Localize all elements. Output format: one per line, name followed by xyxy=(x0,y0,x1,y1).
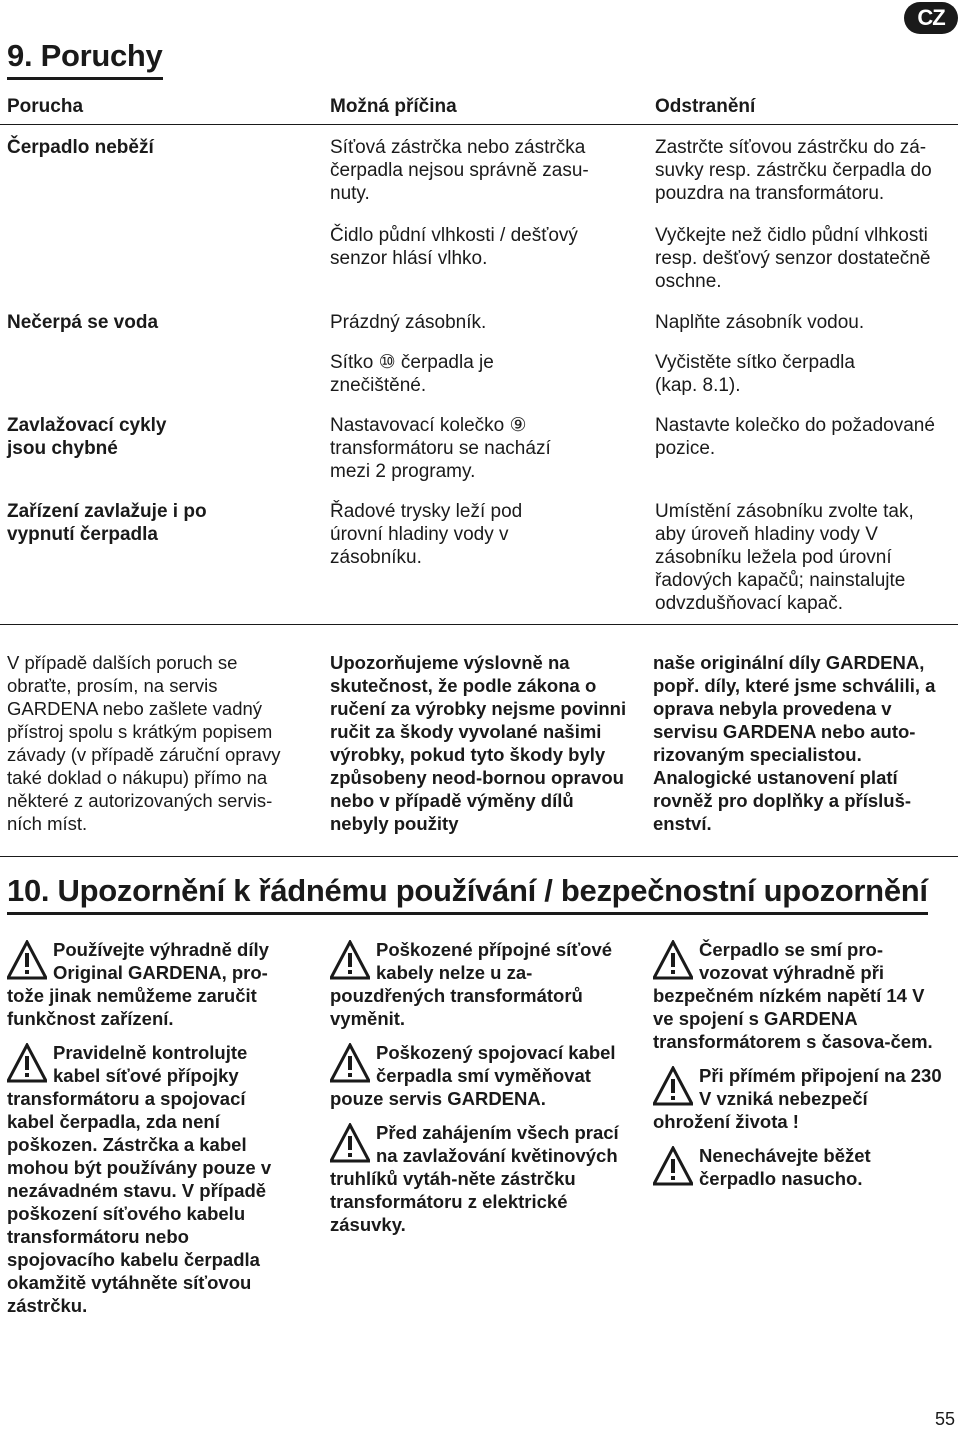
warning-item xyxy=(653,1064,943,1133)
page-number: 55 xyxy=(934,1409,955,1429)
warning-triangle-icon xyxy=(330,1123,370,1163)
warning-item xyxy=(653,938,943,1053)
section-divider-rule xyxy=(0,856,958,857)
warning-column-3 xyxy=(653,938,943,1201)
remedy-cell: Zastrčte síťovou zástrčku do zá-suvky resp. zástrčku čerpadla do pouzdra na transformátoru. xyxy=(655,137,932,204)
cause-cell: Prázdný zásobník. xyxy=(330,312,487,333)
remedy-cell: Nastavte kolečko do požadované pozice. xyxy=(655,415,935,459)
warning-triangle-icon xyxy=(653,940,693,980)
cause-cell: Síťová zástrčka nebo zástrčka čerpadla nejsou správně zasu-nuty. xyxy=(330,137,589,204)
warning-triangle-icon xyxy=(653,1146,693,1186)
col-header-fault: Porucha xyxy=(7,96,84,117)
fault-cell: Čerpadlo neběží xyxy=(7,137,154,158)
section-9-title: 9. Poruchy xyxy=(7,38,163,80)
warning-text: Pravidelně kontrolujte kabel síťové přípojky transformátoru a spojovací kabel čerpadla, zda není poškozen. Zástrčka a kabel mohou být používány pouze v nezávadném stavu. V případě poškození síťového kabelu transformátoru nebo spojovacího kabelu čerpadla okamžitě vytáhněte síťovou zástrčku. xyxy=(7,1042,272,1316)
warning-item xyxy=(7,938,297,1030)
warning-text: Poškozený spojovací kabel čerpadla smí vyměňovat pouze servis GARDENA. xyxy=(330,1042,616,1109)
warning-item xyxy=(330,938,620,1030)
warning-text: Nenechávejte běžet čerpadlo nasucho. xyxy=(699,1145,871,1189)
warning-triangle-icon xyxy=(330,1043,370,1083)
remedy-cell: Umístění zásobníku zvolte tak, aby úroveň hladiny vody V zásobníku ležela pod úrovní řadových kapačů; nainstalujte odvzdušňovací kapač. xyxy=(655,501,914,614)
fault-cell: Nečerpá se voda xyxy=(7,312,159,333)
warning-text: Čerpadlo se smí pro-vozovat výhradně při bezpečném nízkém napětí 14 V ve spojení s GARDENA transformátorem s časova-čem. xyxy=(653,939,933,1052)
cause-cell: Čidlo půdní vlhkosti / dešťový senzor hlásí vlhko. xyxy=(330,225,578,269)
warning-text: Před zahájením všech prací na zavlažování květinových truhlíků vytáh-něte zástrčku transformátoru z elektrické zásuvky. xyxy=(330,1122,619,1235)
cause-cell: Řadové trysky leží pod úrovní hladiny vody v zásobníku. xyxy=(330,501,523,568)
warning-column-1 xyxy=(7,938,297,1328)
warning-text: Používejte výhradně díly Original GARDENA, pro-tože jinak nemůžeme zaručit funkčnost zařízení. xyxy=(7,939,269,1029)
table-header-rule xyxy=(0,124,958,125)
col-header-remedy: Odstranění xyxy=(655,96,756,117)
language-badge: CZ xyxy=(904,2,958,34)
warning-item xyxy=(330,1121,620,1236)
warning-triangle-icon xyxy=(7,940,47,980)
warning-text: Poškozené přípojné síťové kabely nelze u za-pouzdřených transformátorů vyměnit. xyxy=(330,939,613,1029)
cause-cell: Sítko ⑩ čerpadla je znečištěné. xyxy=(330,352,494,396)
fault-cell: Zařízení zavlažuje i po vypnutí čerpadla xyxy=(7,501,207,545)
remedy-cell: Naplňte zásobník vodou. xyxy=(655,312,865,333)
col-header-cause: Možná příčina xyxy=(330,96,457,117)
liability-paragraph: Upozorňujeme výslovně na skutečnost, že podle zákona o ručení za výrobky nejsme povinni ručit za škody vyvolané našimi výrobky, pokud tyto škody byly způsobeny neod-bornou opravou nebo v případě výměny dílů nebyly použity xyxy=(330,652,627,834)
warning-item xyxy=(653,1144,943,1190)
warning-triangle-icon xyxy=(7,1043,47,1083)
warning-triangle-icon xyxy=(653,1066,693,1106)
warning-item xyxy=(7,1041,297,1317)
remedy-cell: Vyčkejte než čidlo půdní vlhkosti resp. dešťový senzor dostatečně oschne. xyxy=(655,225,931,292)
warning-text: Při přímém připojení na 230 V vzniká nebezpečí ohrožení života ! xyxy=(653,1065,942,1132)
section-10-title: 10. Upozornění k řádnému používání / bezpečnostní upozornění xyxy=(7,873,928,915)
table-bottom-rule xyxy=(0,624,958,625)
remedy-cell: Vyčistěte sítko čerpadla (kap. 8.1). xyxy=(655,352,855,396)
service-paragraph: V případě dalších poruch se obraťte, prosím, na servis GARDENA nebo zašlete vadný přístroj spolu s krátkým popisem závady (v případě záruční opravy také doklad o nákupu) přímo na některé z autorizovaných servis-ních míst. xyxy=(7,652,281,834)
cause-cell: Nastavovací kolečko ⑨ transformátoru se nachází mezi 2 programy. xyxy=(330,415,551,482)
warning-column-2 xyxy=(330,938,620,1247)
liability-paragraph-continued: naše originální díly GARDENA, popř. díly, které jsme schválili, a oprava nebyla provedena v servisu GARDENA nebo auto-rizovaným specialistou. Analogické ustanovení platí rovněž pro doplňky a přísluš-enství. xyxy=(653,652,936,834)
fault-cell: Zavlažovací cykly jsou chybné xyxy=(7,415,167,459)
warning-triangle-icon xyxy=(330,940,370,980)
warning-item xyxy=(330,1041,620,1110)
